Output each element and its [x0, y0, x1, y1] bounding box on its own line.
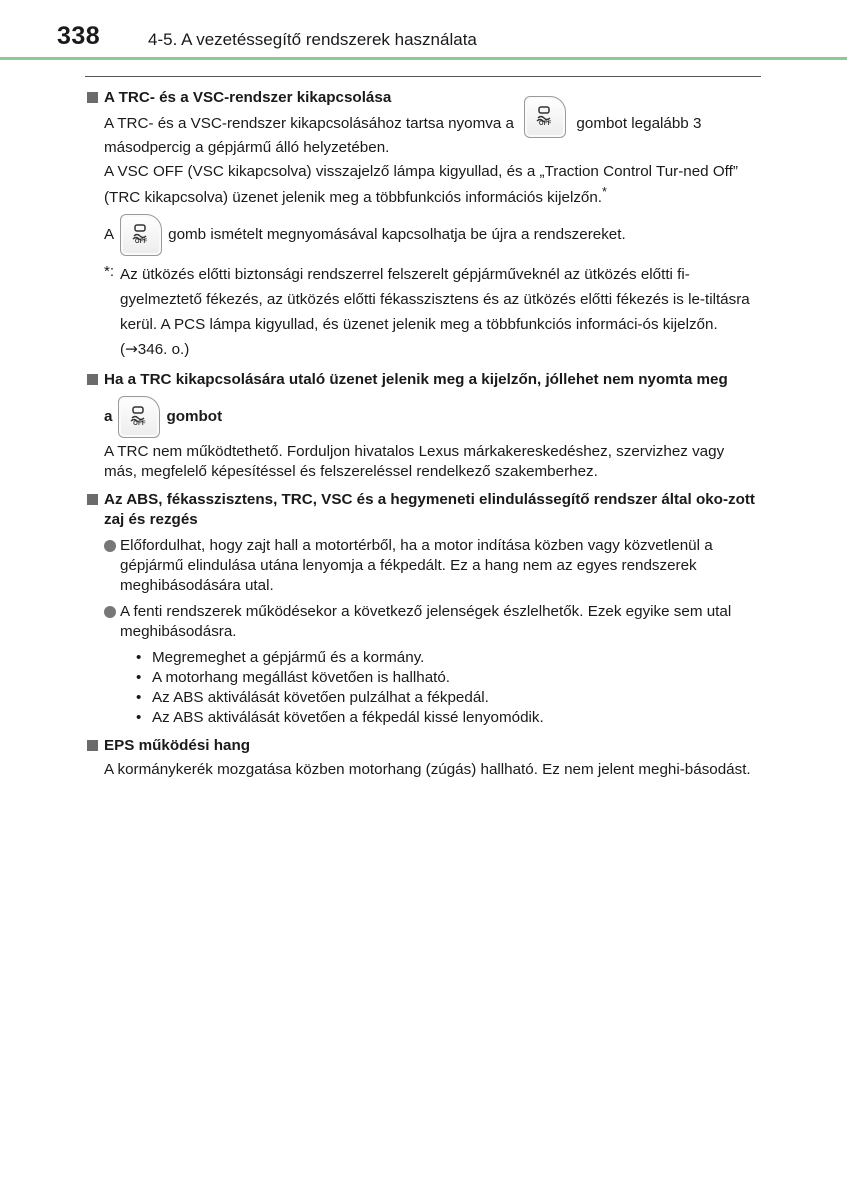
instruction-paragraph: [104, 110, 759, 158]
page-number: 338: [57, 22, 101, 50]
paragraph-text: A VSC OFF (VSC kikapcsolva) visszajelző lámpa kigyullad, és a „Traction Control Tur-ned Off” (TRC kikapcsolva) üzenet jelenik meg a többfunkciós információs kijelzőn.: [104, 163, 738, 207]
sub-list-item: [136, 688, 759, 708]
sub-list-item-text: Az ABS aktiválását követően a fékpedál kissé lenyomódik.: [152, 709, 544, 727]
paragraph: A TRC nem működtethető. Forduljon hivatalos Lexus márkakereskedéshez, szervizhez vagy más, megfelelő képesítéssel és felszereléssel rendelkező szakemberhez.: [104, 443, 725, 481]
sub-bullet: •: [136, 649, 142, 667]
list-item: [104, 536, 759, 596]
heading-text: a: [104, 408, 113, 426]
button-off-label: OFF: [133, 421, 146, 428]
section-heading-text: Ha a TRC kikapcsolására utaló üzenet jelenik meg a kijelzőn, jóllehet nem nyomta meg: [104, 371, 728, 389]
list-item-text: A fenti rendszerek működésekor a következő jelenségek észlelhetők. Ezek egyike sem utal meghibásodásra.: [120, 603, 732, 641]
section-heading-eps-sound: [87, 736, 759, 756]
sub-bullet: •: [136, 689, 142, 707]
footnote-mark: *:: [104, 263, 115, 281]
section-heading-trc-vsc-off: [87, 88, 759, 108]
heading-text: gombot: [166, 408, 223, 426]
page-reference: 346. o.): [137, 341, 190, 359]
arrow-icon: →: [125, 340, 138, 359]
sub-bullet: •: [136, 709, 142, 727]
footnote-body: Az ütközés előtti biztonsági rendszerrel felszerelt gépjárműveknél az ütközés előtti fi-gyelmeztető fékezés, az ütközés előtti fékasszisztens és az ütközés előtti fékezés is le-tiltásra kerül. A PCS lámpa kigyullad, és üzenet jelenik meg a többfunkciós informáci-ós kijelzőn. (: [120, 266, 750, 359]
footnote-star: *: [602, 185, 607, 199]
page-content: [87, 88, 759, 780]
square-bullet-icon: [87, 92, 98, 103]
section-heading-text: A TRC- és a VSC-rendszer kikapcsolása: [104, 89, 392, 106]
square-bullet-icon: [87, 374, 98, 385]
square-bullet-icon: [87, 494, 98, 505]
sub-list-item: [136, 648, 759, 668]
paragraph-text: gombot legalább 3 másodpercig a gépjármű álló helyzetében.: [104, 115, 702, 156]
dot-bullet-icon: [104, 606, 116, 618]
paragraph: A kormánykerék mozgatása közben motorhang (zúgás) hallható. Ez nem jelent meghi-básodást.: [104, 761, 751, 779]
section-heading-continuation: [87, 396, 759, 438]
button-off-label: OFF: [538, 121, 552, 127]
sub-list-item: [136, 708, 759, 728]
sub-list: [104, 648, 759, 728]
vsc-off-icon: [118, 396, 160, 438]
sub-list-item-text: Az ABS aktiválását követően pulzálhat a fékpedál.: [152, 689, 489, 707]
chapter-title: 4-5. A vezetéssegítő rendszerek használata: [148, 30, 477, 49]
paragraph-text: A TRC- és a VSC-rendszer kikapcsolásához tartsa nyomva a: [104, 115, 514, 133]
section-rule: [85, 76, 761, 77]
paragraph-text: A: [104, 226, 115, 244]
footnote-text: [120, 262, 759, 362]
reactivate-paragraph: [104, 214, 759, 256]
button-off-label: OFF: [134, 239, 148, 246]
list-item-text: Előfordulhat, hogy zajt hall a motortérből, ha a motor indítása közben vagy közvetlenül a gépjármű elindulása utána lenyomja a fékpedált. Ez a hang nem az egyes rendszerek meghibásodására utal.: [120, 537, 713, 595]
header-rule: [0, 57, 847, 60]
list-item: [104, 602, 759, 642]
vsc-off-icon: [120, 214, 162, 256]
dot-bullet-icon: [104, 540, 116, 552]
footnote: [104, 262, 759, 362]
section-heading-noise-vibration: [87, 490, 759, 530]
vsc-off-icon: [524, 96, 566, 138]
paragraph: [104, 162, 759, 208]
section-heading-trc-message: [87, 370, 759, 390]
section-heading-text: Az ABS, fékasszisztens, TRC, VSC és a hegymeneti elindulássegítő rendszer által oko-zott zaj és rezgés: [104, 491, 755, 529]
sub-list-item-text: Megremeghet a gépjármű és a kormány.: [152, 649, 425, 667]
section-heading-text: EPS működési hang: [104, 737, 251, 755]
square-bullet-icon: [87, 740, 98, 751]
sub-list-item: [136, 668, 759, 688]
paragraph-text: gomb ismételt megnyomásával kapcsolhatja be újra a rendszereket.: [168, 226, 626, 244]
sub-list-item-text: A motorhang megállást követően is hallható.: [152, 669, 451, 687]
sub-bullet: •: [136, 669, 142, 687]
